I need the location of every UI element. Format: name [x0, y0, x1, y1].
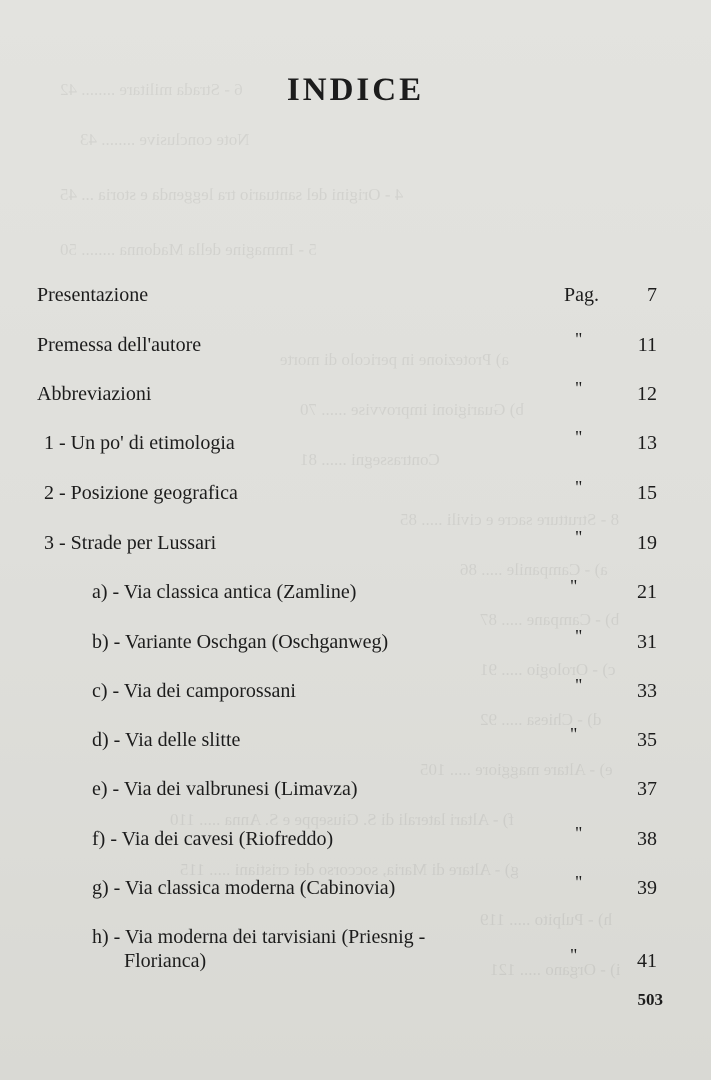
toc-entry-page: 38: [637, 828, 657, 850]
toc-entry: [0, 379, 711, 409]
toc-entry-label-continued: Florianca): [124, 950, 207, 972]
toc-entry: [0, 330, 711, 360]
toc-entry-page: 37: [637, 778, 657, 800]
toc-entry: [0, 478, 711, 508]
toc-entry-marker: Pag.: [564, 284, 599, 306]
toc-entry-label: d) - Via delle slitte: [92, 729, 241, 751]
toc-entry-page: 12: [637, 383, 657, 405]
toc-subentry: [0, 873, 711, 903]
toc-entry-marker: ": [575, 527, 583, 547]
toc-entry-marker: ": [570, 945, 578, 965]
toc-entry-marker: ": [570, 724, 578, 744]
toc-entry-page: 35: [637, 729, 657, 751]
toc-entry-marker: ": [575, 477, 583, 497]
page-title: INDICE: [286, 72, 425, 108]
toc-subentry-continuation: [0, 946, 711, 976]
toc-entry-marker: ": [575, 675, 583, 695]
toc-entry-marker: ": [575, 872, 583, 892]
toc-entry-page: 21: [637, 581, 657, 603]
toc-entry-page: 41: [637, 950, 657, 972]
toc-entry-page: 13: [637, 432, 657, 454]
toc-entry-label: e) - Via dei valbrunesi (Limavza): [92, 778, 358, 800]
toc-subentry: [0, 725, 711, 755]
page-number: 503: [637, 990, 663, 1009]
toc-entry: [0, 428, 711, 458]
toc-entry-label: 3 - Strade per Lussari: [44, 532, 217, 554]
toc-entry: [0, 528, 711, 558]
toc-entry-label: f) - Via dei cavesi (Riofreddo): [92, 828, 334, 850]
toc-entry-page: 19: [637, 532, 657, 554]
toc-entry-marker: ": [575, 378, 583, 398]
toc-entry-page: 33: [637, 680, 657, 702]
toc-entry-label: Premessa dell'autore: [37, 334, 202, 356]
toc-entry-marker: ": [575, 329, 583, 349]
toc-entry-marker: ": [575, 626, 583, 646]
toc-entry-label: 1 - Un po' di etimologia: [44, 432, 235, 454]
toc-entry-label: h) - Via moderna dei tarvisiani (Priesnig -: [92, 926, 426, 948]
toc-entry-page: 39: [637, 877, 657, 899]
toc-entry-marker: ": [570, 576, 578, 596]
toc-entry-page: 15: [637, 482, 657, 504]
toc-entry-label: Presentazione: [37, 284, 149, 306]
toc-entry-marker: ": [575, 427, 583, 447]
toc-entry: [0, 280, 711, 310]
toc-subentry: [0, 774, 711, 804]
toc-subentry: [0, 627, 711, 657]
toc-entry-label: g) - Via classica moderna (Cabinovia): [92, 877, 396, 899]
toc-subentry: [0, 577, 711, 607]
toc-entry-label: b) - Variante Oschgan (Oschganweg): [92, 631, 389, 653]
toc-entry-page: 7: [647, 284, 657, 306]
toc-entry-label: c) - Via dei camporossani: [92, 680, 296, 702]
toc-entry-marker: ": [575, 823, 583, 843]
toc-entry-label: 2 - Posizione geografica: [44, 482, 238, 504]
toc-entry-page: 31: [637, 631, 657, 653]
toc-entry-label: Abbreviazioni: [37, 383, 152, 405]
toc-entry-page: 11: [637, 334, 657, 356]
toc-subentry: [0, 824, 711, 854]
toc-entry-label: a) - Via classica antica (Zamline): [92, 581, 357, 603]
book-page: 6 - Strada militare ........ 42 Note conclusive ........ 43 4 - Origini del santuario tra leggenda e storia ... 45 5 - Immagine della Madonna ........ 50 a) Protezione in pericolo di morte b) Guarigioni improvvise ...... 70 Contrassegni ...... 81 8 - Strutture sacre e civili ..... 85 a) - Campanile ..... 86 b) - Campane ..... 87 c) - Orologio ..... 91 d) - Chiesa ..... 92 e) - Altare maggiore ..... 105 f) - Altari laterali di S. Giuseppe e S. Anna ..... 110 g) - Altare di Maria, soccorso dei cristiani ..... 115 h) - Pulpito ..... 119 i) - Organo ..... 121 INDICE Presentazione Pag. 7 Premessa dell'autore " 11 Abbreviazioni " 12 1 - Un po' di etimologia " 13 2 - Posizione geografica " 15 3 - Strade per Lussari " 19 a) - Via classica antica (Zamline) " 21 b) - Variante Oschgan (Oschganweg) " 31 c) - Via dei camporossani " 33 d) - Via delle slitte " 35 e) - Via dei valbrunesi (Limavza) 37 f) - Via dei cavesi (Riofreddo) " 38 g) - Via classica moderna (Cabinovia) " 39 h) - Via moderna dei tarvisiani (Priesnig - Florianca) " 41 503: [0, 0, 711, 1080]
toc-subentry: [0, 676, 711, 706]
